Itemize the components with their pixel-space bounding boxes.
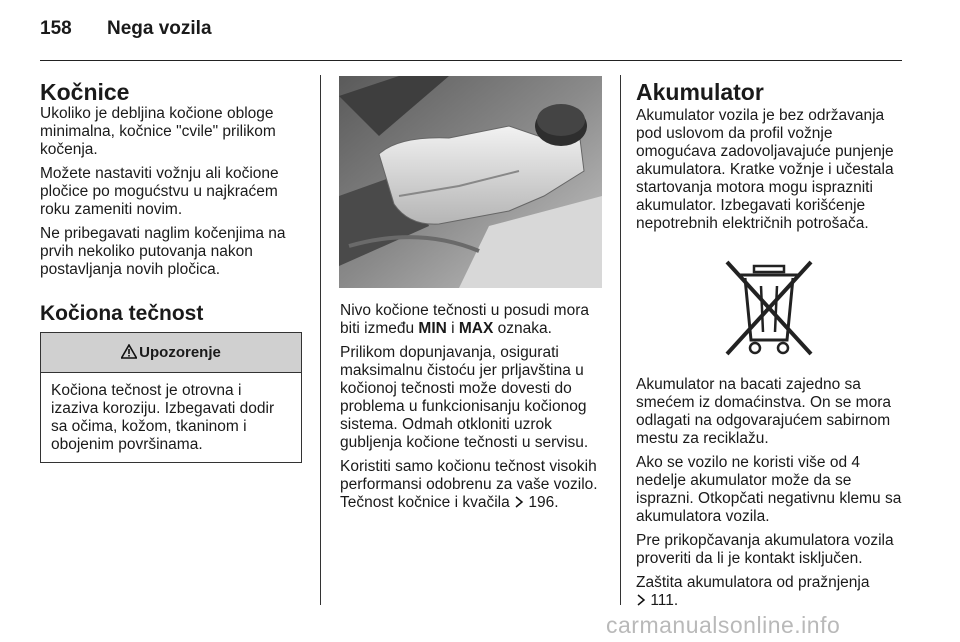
left-column bbox=[40, 79, 312, 327]
battery-paragraph-1: Akumulator vozila je bez održavanja pod uslovom da profil vožnje omogućava zadovoljavajuće punjenje akumulatora. Kratke vožnje i učestala startovanja motora mogu isprazniti akumulator. Izbegavati korišćenje nepotrebnih električnih potrošača. bbox=[636, 107, 894, 232]
middle-column bbox=[340, 302, 610, 518]
fluid-level-paragraph bbox=[340, 302, 610, 338]
header-rule bbox=[40, 60, 902, 61]
battery-paragraph-2: Akumulator na bacati zajedno sa smećem iz domaćinstva. On se mora odlagati na odgovarajućem sabirnom mestu za reciklažu. bbox=[636, 376, 891, 447]
page-title: Nega vozila bbox=[106, 18, 212, 39]
fluid-spec-text: Koristiti samo kočionu tečnost visokih performansi odobrenu za vaše vozilo. Tečnost kočnice i kvačila bbox=[340, 458, 598, 511]
watermark: carmanualsonline.info bbox=[606, 612, 841, 638]
crossed-out-bin-icon bbox=[719, 258, 819, 358]
battery-protection-text: Zaštita akumulatora od pražnjenja bbox=[636, 574, 870, 591]
column-divider-left bbox=[320, 75, 321, 605]
section-heading-battery: Akumulator bbox=[636, 79, 764, 105]
brakes-paragraph-1: Ukoliko je debljina kočione obloge minimalna, kočnice "cvile" prilikom kočenja. bbox=[40, 105, 276, 158]
column-divider-right bbox=[620, 75, 621, 605]
battery-paragraph-4: Pre prikopčavanja akumulatora vozila proveriti da li je kontakt isključen. bbox=[636, 532, 894, 567]
section-heading-brake-fluid: Kočiona tečnost bbox=[40, 302, 204, 325]
warning-triangle-icon bbox=[121, 344, 137, 359]
warning-header bbox=[41, 333, 301, 373]
fluid-level-text: Nivo kočione tečnosti u posudi mora biti između bbox=[340, 302, 589, 337]
topping-up-paragraph: Prilikom dopunjavanja, osigurati maksimalnu čistoću jer prljavština u kočionoj tečnosti može dovesti do problema u funkcionisanju kočionog sistema. Odmah otkloniti uzrok gubljenja kočione tečnosti u servisu. bbox=[340, 344, 589, 451]
page-reference-196[interactable]: 196. bbox=[528, 494, 559, 511]
warning-box bbox=[40, 332, 302, 463]
page-reference-icon bbox=[636, 594, 646, 606]
min-mark: MIN bbox=[418, 320, 447, 337]
right-column-lower bbox=[636, 376, 904, 610]
right-column bbox=[636, 79, 904, 239]
warning-title: Upozorenje bbox=[139, 344, 221, 361]
battery-paragraph-3: Ako se vozilo ne koristi više od 4 nedelje akumulator može da se isprazni. Otkopčati negativnu klemu sa akumulatora vozila. bbox=[636, 454, 902, 525]
brakes-paragraph-2: Možete nastaviti vožnju ali kočione pločice po mogućstvu u najkraćem roku zameniti novim. bbox=[40, 165, 279, 218]
page-number: 158 bbox=[40, 18, 72, 39]
page-header bbox=[40, 18, 212, 40]
page-reference-111[interactable]: 111. bbox=[650, 592, 679, 609]
battery-paragraph-5 bbox=[636, 574, 904, 610]
page-reference-icon bbox=[514, 496, 524, 508]
section-heading-brakes: Kočnice bbox=[40, 79, 130, 105]
fluid-spec-paragraph bbox=[340, 458, 610, 512]
fluid-level-conjunction: i bbox=[446, 320, 459, 337]
warning-text: Kočiona tečnost je otrovna i izaziva koroziju. Izbegavati dodir sa očima, kožom, tkaninom i obojenim površinama. bbox=[51, 382, 275, 453]
max-mark: MAX bbox=[458, 320, 494, 337]
brakes-paragraph-3: Ne pribegavati naglim kočenjima na prvih nekoliko putovanja nakon postavljanja novih pločica. bbox=[40, 225, 286, 278]
fluid-level-text-end: oznaka. bbox=[493, 320, 552, 337]
brake-fluid-reservoir-photo bbox=[339, 76, 602, 288]
